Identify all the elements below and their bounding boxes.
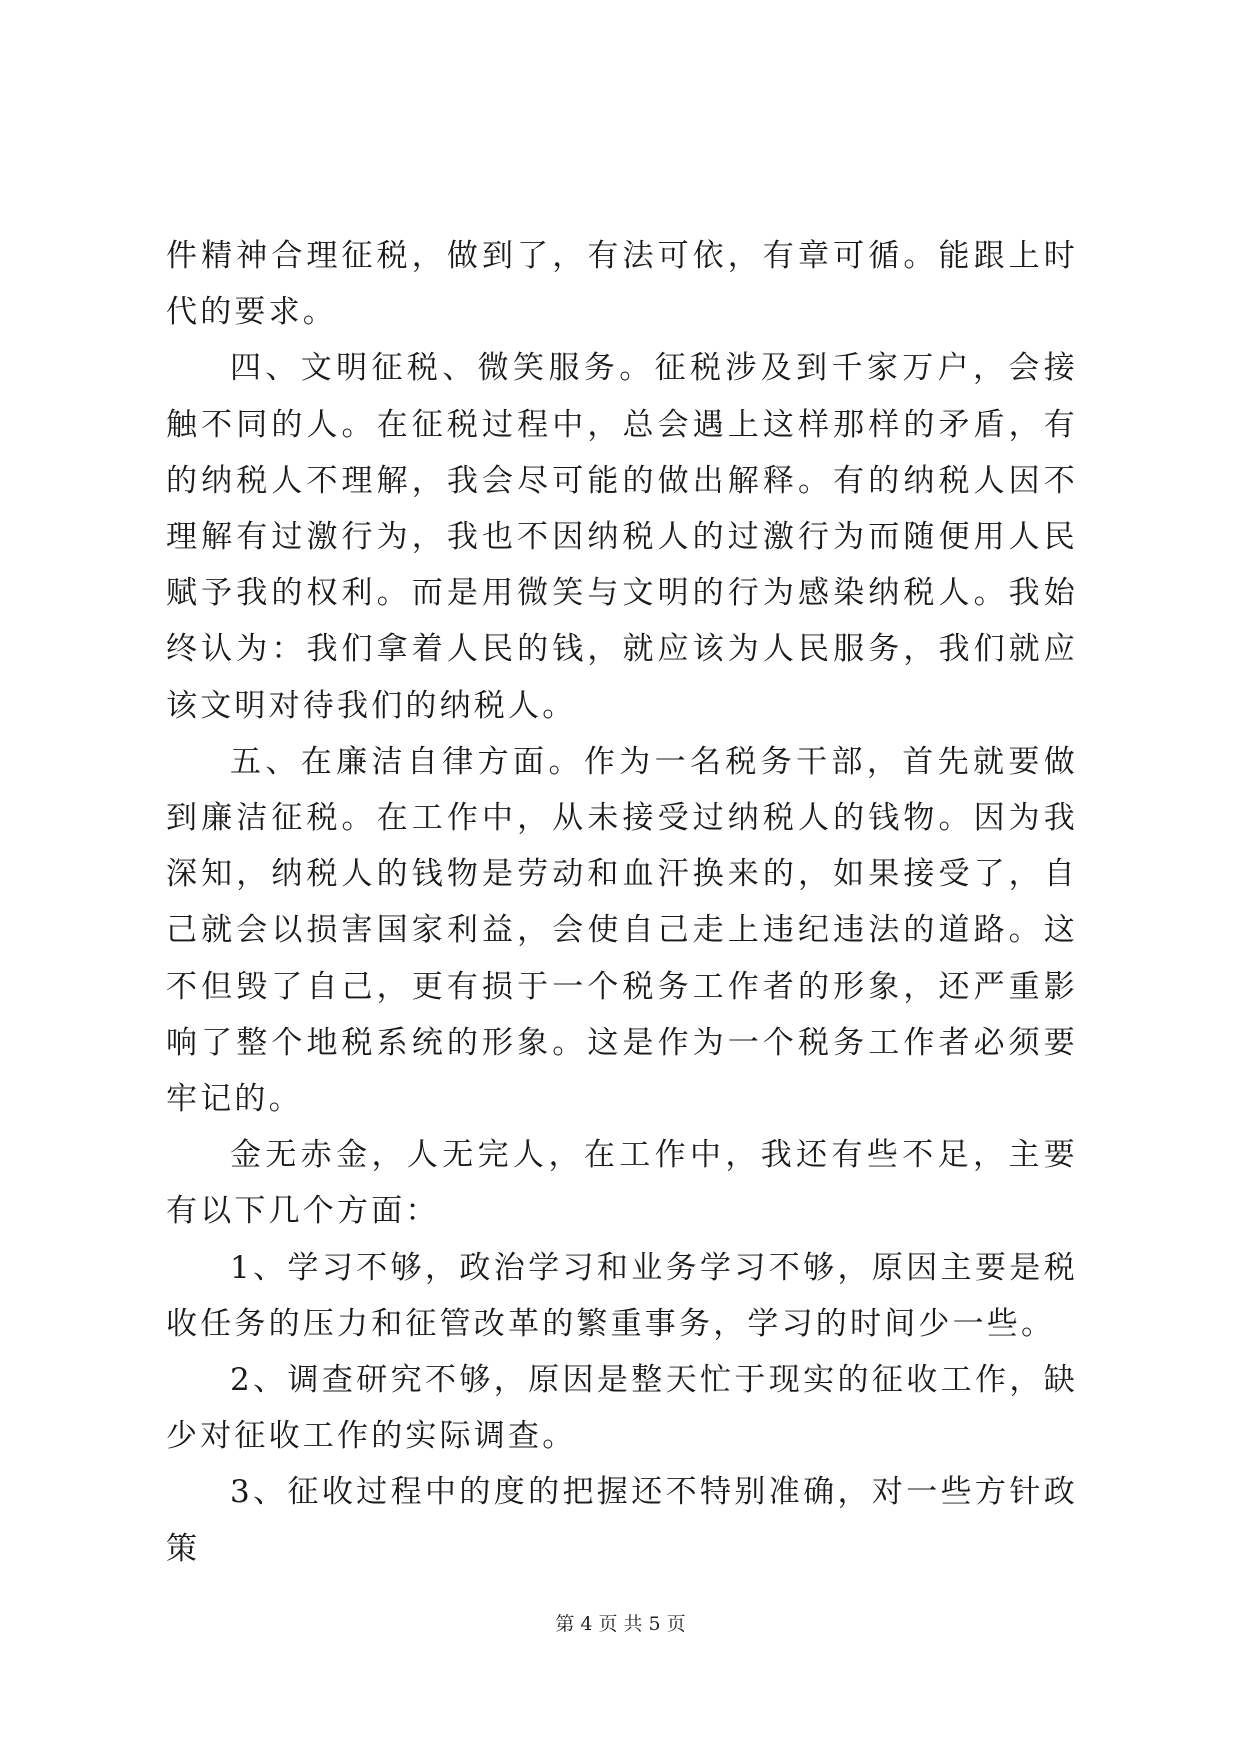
paragraph-7: 3、征收过程中的度的把握还不特别准确，对一些方针政策 (166, 1474, 1078, 1567)
paragraph-6: 2、调查研究不够，原因是整天忙于现实的征收工作，缺少对征收工作的实际调查。 (166, 1362, 1078, 1455)
paragraph-3: 五、在廉洁自律方面。作为一名税务干部，首先就要做到廉洁征税。在工作中，从未接受过纳税人的钱物。因为我深知，纳税人的钱物是劳动和血汗换来的，如果接受了，自己就会以损害国家利益，会使自己走上违纪违法的道路。这不但毁了自己，更有损于一个税务工作者的形象，还严重影响了整个地税系统的形象。这是作为一个税务工作者必须要牢记的。 (166, 743, 1078, 1118)
paragraph-1: 件精神合理征税，做到了，有法可依，有章可循。能跟上时代的要求。 (166, 238, 1078, 331)
body-text (166, 228, 1078, 1577)
paragraph-4: 金无赤金，人无完人，在工作中，我还有些不足，主要有以下几个方面： (166, 1137, 1078, 1230)
paragraph-5: 1、学习不够，政治学习和业务学习不够，原因主要是税收任务的压力和征管改革的繁重事务，学习的时间少一些。 (166, 1249, 1078, 1342)
paragraph-2: 四、文明征税、微笑服务。征税涉及到千家万户，会接触不同的人。在征税过程中，总会遇上这样那样的矛盾，有的纳税人不理解，我会尽可能的做出解释。有的纳税人因不理解有过激行为，我也不因纳税人的过激行为而随便用人民赋予我的权利。而是用微笑与文明的行为感染纳税人。我始终认为：我们拿着人民的钱，就应该为人民服务，我们就应该文明对待我们的纳税人。 (166, 350, 1078, 724)
page-number-footer: 第 4 页 共 5 页 (555, 1613, 686, 1635)
